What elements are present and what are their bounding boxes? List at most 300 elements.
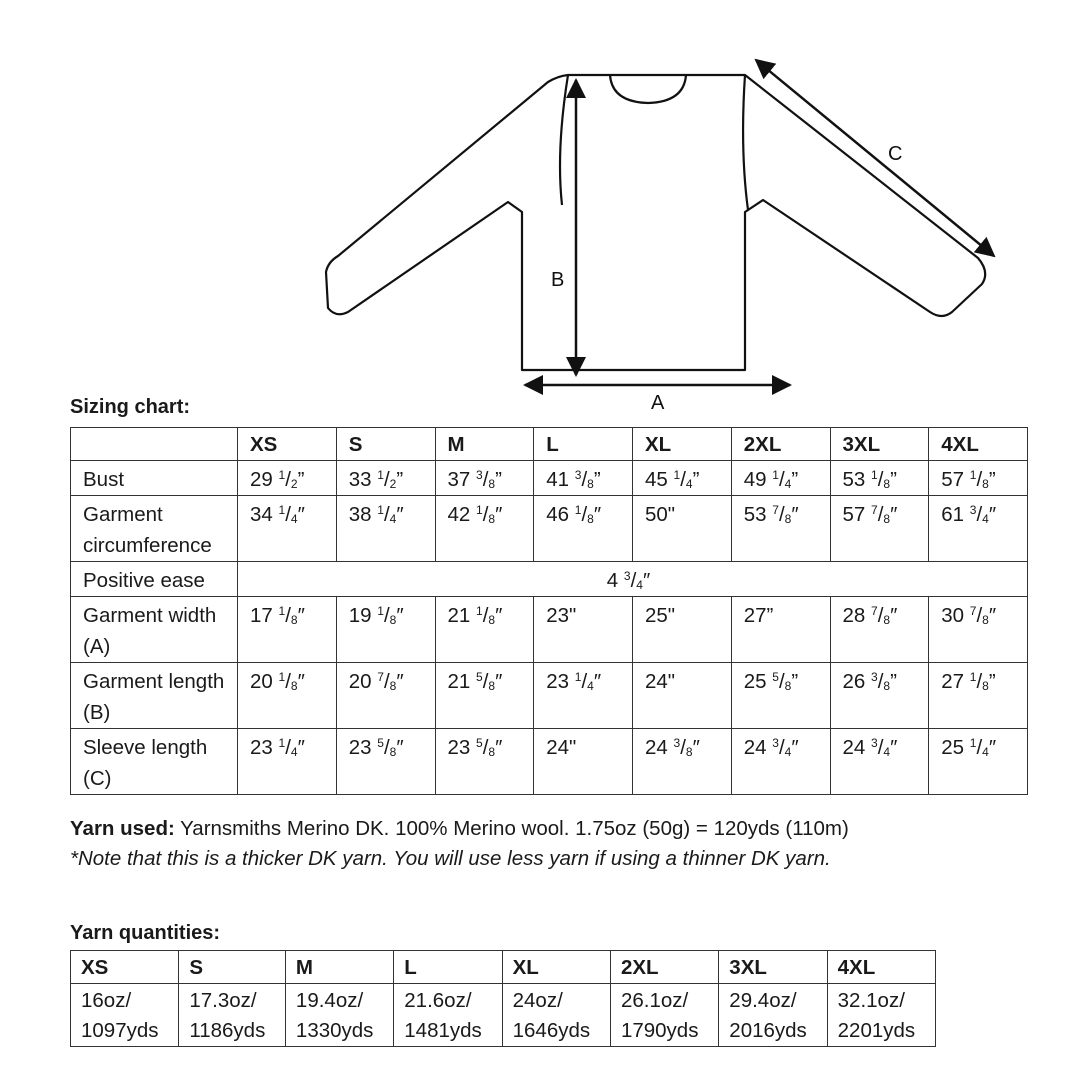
inch-mark: ” (495, 468, 502, 491)
measurement-cell (336, 663, 435, 729)
inch-mark: ″ (297, 604, 305, 627)
whole: 25 (743, 670, 773, 693)
whole: 28 (842, 604, 871, 627)
whole: 37 (447, 468, 476, 491)
denominator: 4 (982, 512, 989, 526)
whole: 42 (447, 503, 476, 526)
measurement-value (941, 670, 995, 693)
numerator: 5 (377, 736, 384, 750)
denominator: 8 (389, 679, 397, 693)
sweater-schematic (0, 0, 1091, 420)
numerator: 5 (476, 670, 483, 684)
measurement-cell (534, 496, 633, 562)
inch-mark: ″ (495, 670, 503, 693)
numerator: 1 (969, 670, 977, 684)
numerator: 3 (476, 468, 483, 482)
denominator: 8 (982, 613, 989, 627)
inch-mark: ″ (988, 736, 997, 759)
fraction-slash: / (285, 736, 291, 759)
qty-yards: 2201yds (837, 1019, 916, 1042)
numerator: 1 (969, 468, 977, 482)
qty-cell (71, 984, 179, 1047)
whole: 30 (941, 604, 970, 627)
measurement-value (546, 468, 600, 491)
whole: 25" (645, 604, 676, 627)
denominator: 4 (784, 477, 792, 491)
measurement-cell (238, 496, 337, 562)
whole: 61 (941, 503, 970, 526)
whole: 19 (348, 604, 378, 627)
fraction-slash: / (482, 604, 489, 627)
denominator: 8 (982, 477, 989, 491)
measurement-value (546, 670, 601, 693)
fraction-slash: / (383, 670, 390, 693)
fraction-slash: / (680, 736, 686, 759)
numerator: 1 (574, 503, 582, 517)
size-header: 2XL (731, 428, 830, 461)
qty-yards: 1646yds (512, 1019, 591, 1042)
fraction-slash: / (581, 670, 588, 693)
size-header: 3XL (830, 428, 929, 461)
inch-mark: ” (692, 468, 700, 491)
size-header: XL (633, 428, 732, 461)
measurement-cell (633, 496, 732, 562)
fraction-slash: / (976, 604, 983, 627)
denominator: 4 (389, 512, 397, 526)
measurement-cell (830, 496, 929, 562)
measurement-cell (731, 496, 830, 562)
measurement-value (250, 670, 305, 693)
denominator: 8 (587, 477, 594, 491)
numerator: 3 (623, 569, 631, 583)
qty-weight: 21.6oz/ (404, 989, 472, 1012)
fraction-slash: / (630, 569, 637, 592)
inch-mark: ″ (396, 670, 404, 693)
measurement-cell (534, 729, 633, 795)
fraction-slash: / (877, 503, 884, 526)
measurement-value (250, 604, 305, 627)
measurement-cell (731, 461, 830, 496)
qty-cell (285, 984, 393, 1047)
row-label: Positive ease (71, 562, 238, 597)
measurement-value (448, 503, 503, 526)
denominator: 8 (488, 679, 496, 693)
qty-yards: 1186yds (189, 1019, 266, 1042)
measurement-value (941, 468, 995, 491)
fraction-slash: / (383, 468, 390, 491)
measurement-cell (534, 597, 633, 663)
numerator: 1 (278, 503, 286, 517)
measurement-cell (929, 496, 1028, 562)
measurement-cell (534, 663, 633, 729)
measurement-value (744, 736, 799, 759)
denominator: 8 (982, 679, 989, 693)
qty-weight: 16oz/ (81, 989, 132, 1012)
whole: 41 (546, 468, 575, 491)
whole: 45 (645, 468, 674, 491)
row-label: Bust (71, 461, 238, 496)
measurement-row (71, 663, 1028, 729)
inch-mark: ″ (396, 604, 404, 627)
numerator: 7 (969, 604, 977, 618)
denominator: 4 (290, 745, 298, 759)
qty-size-header: XL (502, 951, 610, 984)
numerator: 7 (871, 604, 878, 618)
qty-cell (827, 984, 935, 1047)
fraction-slash: / (877, 604, 884, 627)
inch-mark: ″ (890, 604, 898, 627)
denominator: 8 (883, 679, 891, 693)
measurement-cell (929, 461, 1028, 496)
qty-size-header: XS (71, 951, 179, 984)
denominator: 8 (389, 613, 397, 627)
whole: 53 (743, 503, 773, 526)
measurement-value (645, 468, 699, 491)
whole: 23 (250, 736, 279, 759)
row-label: Garment circumference (71, 496, 238, 562)
numerator: 1 (377, 604, 384, 618)
denominator: 8 (587, 512, 594, 526)
measurement-value (448, 736, 503, 759)
whole: 24 (645, 736, 674, 759)
measurement-value (843, 736, 898, 759)
inch-mark: ” (890, 468, 897, 491)
numerator: 1 (377, 468, 384, 482)
whole: 24" (645, 670, 676, 693)
inch-mark: ” (890, 670, 897, 693)
measurement-cell (435, 663, 534, 729)
denominator: 8 (389, 745, 397, 759)
numerator: 3 (871, 670, 878, 684)
whole: 27” (743, 604, 774, 627)
measurement-value (744, 503, 799, 526)
qty-yards: 1481yds (404, 1019, 482, 1042)
denominator: 8 (784, 512, 792, 526)
qty-cell (394, 984, 502, 1047)
inch-mark: ″ (988, 604, 997, 627)
yarn-used (70, 814, 849, 843)
denominator: 8 (488, 477, 496, 491)
measurement-cell (435, 597, 534, 663)
measurement-row (71, 597, 1028, 663)
numerator: 1 (871, 468, 878, 482)
measurement-row (71, 729, 1028, 795)
size-header: M (435, 428, 534, 461)
measurement-value (546, 736, 576, 759)
whole: 25 (941, 736, 970, 759)
denominator: 4 (883, 745, 891, 759)
fraction-slash: / (778, 670, 785, 693)
fraction-slash: / (285, 468, 291, 491)
inch-mark: ″ (890, 503, 898, 526)
fraction-slash: / (976, 503, 983, 526)
sizing-table (70, 427, 1028, 795)
row-label: Garment width (A) (71, 597, 238, 663)
whole: 27 (941, 670, 970, 693)
qty-yards: 2016yds (729, 1019, 807, 1042)
inch-mark: ″ (495, 604, 503, 627)
corner-cell (71, 428, 238, 461)
numerator: 7 (772, 503, 779, 517)
fraction-slash: / (285, 503, 291, 526)
inch-mark: ″ (692, 736, 700, 759)
size-header: 4XL (929, 428, 1028, 461)
numerator: 1 (772, 468, 779, 482)
row-label: Garment length (B) (71, 663, 238, 729)
qty-size-header: 2XL (610, 951, 718, 984)
measurement-cell (633, 663, 732, 729)
whole: 20 (348, 670, 378, 693)
measurement-value (349, 604, 404, 627)
numerator: 1 (969, 736, 977, 750)
numerator: 1 (278, 736, 286, 750)
measurement-cell (435, 729, 534, 795)
inch-mark: ″ (791, 736, 799, 759)
measurement-value (645, 503, 675, 526)
measurement-row (71, 461, 1028, 496)
qty-weight: 32.1oz/ (837, 989, 905, 1012)
left-armhole-seam (560, 75, 568, 205)
inch-mark: ” (791, 670, 799, 693)
qty-size-header: S (179, 951, 286, 984)
sweater-outline (326, 75, 985, 370)
measurement-value (843, 604, 898, 627)
qty-cell (719, 984, 827, 1047)
denominator: 8 (488, 512, 496, 526)
fraction-slash: / (482, 736, 489, 759)
measurement-cell (830, 663, 929, 729)
yarn-note: *Note that this is a thicker DK yarn. You will use less yarn if using a thinner DK yarn. (70, 847, 831, 870)
fraction-slash: / (680, 468, 686, 491)
fraction-slash: / (581, 503, 588, 526)
measurement-value (843, 468, 897, 491)
qty-cell (610, 984, 718, 1047)
measurement-cell (633, 461, 732, 496)
inch-mark: ″ (890, 736, 898, 759)
inch-mark: ” (297, 468, 305, 491)
fraction-slash: / (482, 503, 489, 526)
whole: 53 (842, 468, 871, 491)
whole: 26 (842, 670, 871, 693)
inch-mark: ″ (495, 736, 503, 759)
measurement-cell (633, 597, 732, 663)
whole: 46 (546, 503, 575, 526)
size-header: L (534, 428, 633, 461)
measurement-cell (336, 597, 435, 663)
denominator: 4 (685, 477, 693, 491)
fraction-slash: / (976, 736, 983, 759)
arrow-c (756, 60, 994, 256)
measurement-value (349, 670, 404, 693)
measurement-cell (238, 597, 337, 663)
measurement-cell (929, 729, 1028, 795)
measurement-value (843, 503, 898, 526)
measurement-cell (435, 461, 534, 496)
whole: 57 (941, 468, 970, 491)
inch-mark: ″ (297, 736, 305, 759)
numerator: 3 (772, 736, 779, 750)
denominator: 8 (290, 613, 298, 627)
whole: 4 (606, 569, 624, 592)
measurement-value (645, 736, 700, 759)
fraction-slash: / (778, 736, 785, 759)
size-header: S (336, 428, 435, 461)
measurement-value (941, 503, 996, 526)
measurement-cell (830, 461, 929, 496)
inch-mark: ” (988, 468, 996, 491)
qty-weight: 19.4oz/ (295, 989, 364, 1012)
fraction-slash: / (285, 604, 291, 627)
whole: 21 (447, 670, 476, 693)
inch-mark: ” (593, 468, 601, 491)
inch-mark: ” (791, 468, 799, 491)
inch-mark: ″ (642, 569, 651, 592)
inch-mark: ″ (396, 736, 404, 759)
measurement-cell (435, 496, 534, 562)
measurement-cell (830, 597, 929, 663)
qty-size-header: 3XL (719, 951, 827, 984)
whole: 49 (743, 468, 773, 491)
size-header: XS (238, 428, 337, 461)
whole: 24 (842, 736, 871, 759)
inch-mark: ″ (593, 503, 602, 526)
whole: 21 (447, 604, 476, 627)
qty-yards: 1790yds (620, 1019, 699, 1042)
measurement-value (250, 503, 305, 526)
whole: 24" (546, 736, 577, 759)
denominator: 8 (488, 613, 496, 627)
qty-value-row (71, 984, 936, 1047)
yarn-used-label: Yarn used: (70, 817, 175, 840)
measurement-value (250, 736, 305, 759)
fraction-slash: / (877, 468, 884, 491)
measurement-value (941, 604, 996, 627)
label-c: C (888, 143, 903, 165)
denominator: 8 (883, 477, 891, 491)
measurement-cell (238, 663, 337, 729)
whole: 50" (645, 503, 676, 526)
qty-size-header: M (285, 951, 393, 984)
denominator: 4 (290, 512, 298, 526)
numerator: 7 (377, 670, 384, 684)
numerator: 3 (673, 736, 681, 750)
denominator: 2 (290, 477, 298, 491)
measurement-row (71, 562, 1028, 597)
fraction-slash: / (778, 503, 785, 526)
measurement-value (843, 670, 897, 693)
measurement-value (250, 468, 304, 491)
measurement-cell (929, 663, 1028, 729)
measurement-cell (929, 597, 1028, 663)
fraction-slash: / (383, 503, 390, 526)
fraction-slash: / (778, 468, 785, 491)
measurement-value (448, 468, 502, 491)
denominator: 4 (982, 745, 989, 759)
numerator: 1 (278, 604, 286, 618)
measurement-cell (534, 461, 633, 496)
denominator: 8 (883, 613, 891, 627)
fraction-slash: / (877, 670, 884, 693)
denominator: 8 (883, 512, 891, 526)
numerator: 1 (476, 604, 483, 618)
numerator: 3 (574, 468, 582, 482)
fraction-slash: / (976, 670, 983, 693)
right-armhole-seam (743, 75, 748, 210)
inch-mark: ″ (495, 503, 503, 526)
measurement-value (744, 604, 774, 627)
denominator: 4 (587, 679, 594, 693)
fraction-slash: / (581, 468, 588, 491)
measurement-cell (830, 729, 929, 795)
inch-mark: ” (988, 670, 996, 693)
measurement-value (645, 670, 675, 693)
numerator: 1 (476, 503, 483, 517)
denominator: 8 (685, 745, 693, 759)
inch-mark: ″ (297, 670, 305, 693)
whole: 23 (447, 736, 476, 759)
measurement-cell (731, 729, 830, 795)
measurement-cell (731, 663, 830, 729)
inch-mark: ” (396, 468, 404, 491)
fraction-slash: / (482, 670, 489, 693)
fraction-slash: / (976, 468, 983, 491)
inch-mark: ″ (297, 503, 305, 526)
denominator: 8 (488, 745, 496, 759)
qty-weight: 26.1oz/ (620, 989, 689, 1012)
neckline (610, 75, 686, 103)
ease-value-cell (238, 562, 1028, 597)
whole: 57 (842, 503, 871, 526)
label-a: A (651, 392, 665, 414)
inch-mark: ″ (593, 670, 602, 693)
whole: 23" (546, 604, 577, 627)
inch-mark: ″ (791, 503, 799, 526)
whole: 33 (348, 468, 378, 491)
qty-yards: 1097yds (81, 1019, 159, 1042)
measurement-value (744, 468, 798, 491)
measurement-value (546, 604, 576, 627)
measurement-value (744, 670, 798, 693)
numerator: 1 (278, 468, 286, 482)
numerator: 1 (377, 503, 384, 517)
yarn-used-text: Yarnsmiths Merino DK. 100% Merino wool. 1.75oz (50g) = 120yds (110m) (174, 817, 849, 840)
measurement-row (71, 496, 1028, 562)
fraction-slash: / (482, 468, 489, 491)
denominator: 8 (290, 679, 298, 693)
measurement-cell (633, 729, 732, 795)
denominator: 4 (636, 578, 643, 592)
measurement-cell (238, 729, 337, 795)
sizing-chart-heading: Sizing chart: (70, 396, 191, 418)
yarn-quantities-heading: Yarn quantities: (70, 922, 221, 944)
qty-cell (179, 984, 286, 1047)
measurement-value (941, 736, 996, 759)
measurement-value (448, 604, 503, 627)
measurement-value (607, 569, 650, 592)
numerator: 7 (871, 503, 878, 517)
measurement-value (349, 503, 404, 526)
whole: 23 (348, 736, 378, 759)
whole: 34 (250, 503, 279, 526)
numerator: 5 (476, 736, 483, 750)
label-b: B (551, 269, 565, 291)
numerator: 1 (574, 670, 582, 684)
numerator: 3 (871, 736, 878, 750)
fraction-slash: / (877, 736, 884, 759)
qty-weight: 29.4oz/ (729, 989, 797, 1012)
qty-weight: 24oz/ (512, 989, 563, 1012)
fraction-slash: / (285, 670, 291, 693)
